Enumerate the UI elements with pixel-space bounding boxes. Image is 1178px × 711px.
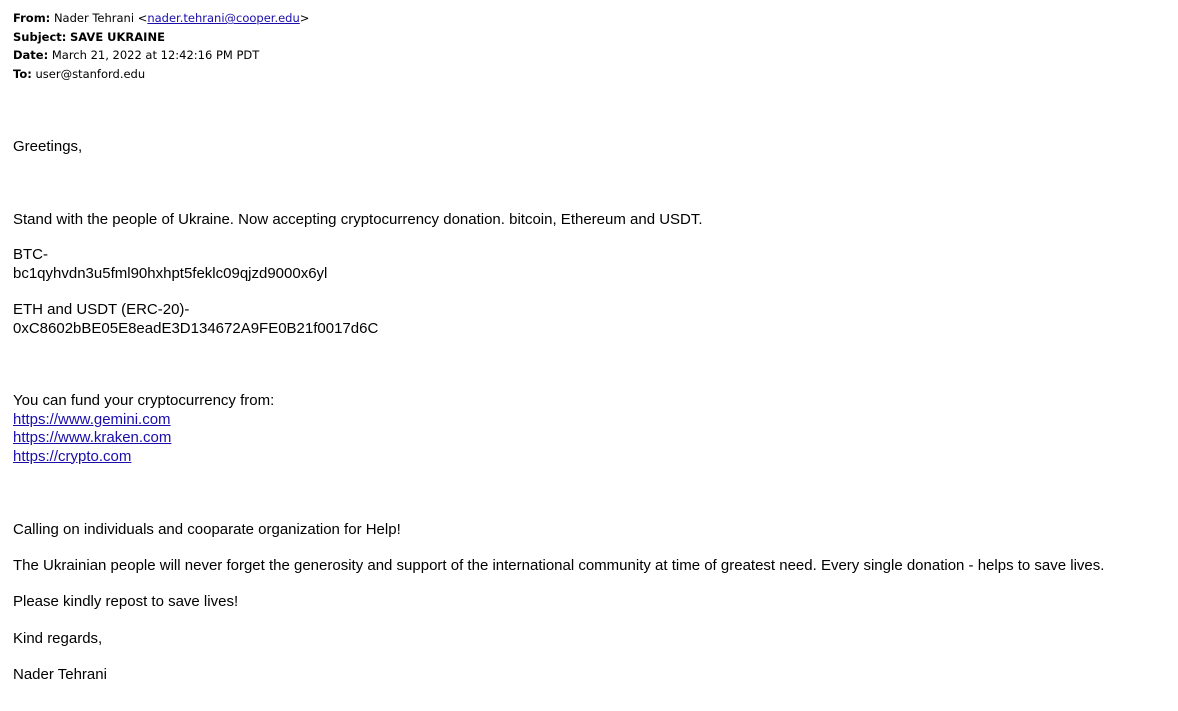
date-value: March 21, 2022 at 12:42:16 PM PDT — [51, 48, 260, 62]
regards-text: Kind regards, — [13, 630, 103, 647]
from-label: From: — [13, 11, 51, 25]
calling-paragraph: Calling on individuals and cooparate organization for Help! — [13, 521, 401, 538]
subject-label: Subject: — [13, 29, 67, 44]
btc-address: bc1qyhvdn3u5fml90hxhpt5feklc09qjzd9000x6yl — [13, 264, 328, 282]
signature-text: Nader Tehrani — [13, 666, 107, 683]
fund-block — [13, 392, 274, 466]
greeting-text: Greetings, — [13, 138, 83, 155]
intro-paragraph: Stand with the people of Ukraine. Now accepting cryptocurrency donation. bitcoin, Ethereum and USDT. — [13, 211, 703, 228]
email-message — [13, 9, 1173, 683]
email-headers — [13, 9, 1173, 83]
eth-block — [13, 301, 378, 338]
date-line — [13, 46, 1173, 65]
repost-paragraph: Please kindly repost to save lives! — [13, 593, 239, 610]
btc-label: BTC- — [13, 246, 48, 263]
btc-block — [13, 246, 327, 283]
to-value: user@stanford.edu — [35, 66, 146, 81]
subject-value: SAVE UKRAINE — [70, 29, 165, 44]
eth-label: ETH and USDT (ERC-20)- — [13, 301, 190, 318]
eth-address: 0xC8602bBE05E8eadE3D134672A9FE0B21f0017d6C — [13, 319, 379, 337]
from-name: Nader Tehrani < — [53, 11, 148, 25]
from-email-link[interactable]: nader.tehrani@cooper.edu — [147, 11, 300, 25]
generosity-paragraph: The Ukrainian people will never forget the generosity and support of the international community at time of greatest need. Every single donation - helps to save lives. — [13, 557, 1105, 574]
subject-line — [13, 28, 1173, 47]
to-line — [13, 65, 1173, 84]
crypto-link[interactable]: https://crypto.com — [13, 447, 132, 465]
fund-intro: You can fund your cryptocurrency from: — [13, 392, 275, 409]
gemini-link[interactable]: https://www.gemini.com — [13, 410, 171, 428]
from-close: > — [299, 11, 310, 25]
to-label: To: — [13, 66, 32, 81]
from-line — [13, 9, 1173, 28]
date-label: Date: — [13, 48, 49, 62]
kraken-link[interactable]: https://www.kraken.com — [13, 429, 172, 446]
